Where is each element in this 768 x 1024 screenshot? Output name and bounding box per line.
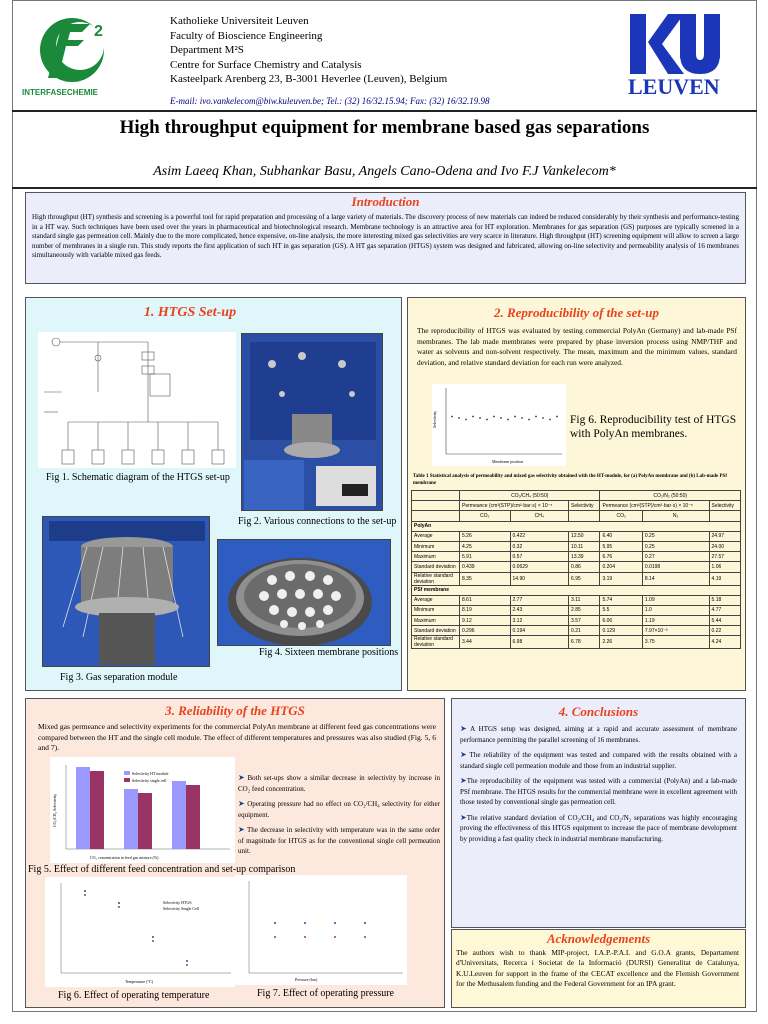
table-cell: 9.12 <box>460 616 511 626</box>
connections-photo <box>241 333 383 511</box>
repro-point <box>542 417 544 419</box>
table-cell: 6.95 <box>569 572 600 585</box>
address-line: Centre for Surface Chemistry and Catalysis <box>170 58 362 71</box>
acknowledgements-section <box>451 929 746 1008</box>
title-divider <box>12 187 757 189</box>
header-divider <box>12 110 757 112</box>
reproducibility-text: The reproducibility of HTGS was evaluated by testing commercial PolyAn (Germany) and lab-made PSf membranes. The lab made membranes were prepared by phase inversion process using NMP/THF and water as solvents and non-solvent respectively. The mean, maximum and the minimum values, standard deviation, and relative standard deviation for each run were analyzed. <box>417 326 737 367</box>
table-cell: 0.296 <box>460 626 511 636</box>
membrane-positions-photo <box>217 539 391 646</box>
temp-point <box>118 902 120 904</box>
table-row <box>412 531 741 541</box>
svg-text:2: 2 <box>94 23 103 40</box>
table-cell: 0.22 <box>709 626 740 636</box>
table-row <box>412 636 741 649</box>
table-cell: 4.19 <box>709 572 740 585</box>
fig6-repro-caption: Fig 6. Reproducibility test of HTGS with PolyAn membranes. <box>570 414 737 440</box>
table-row <box>412 616 741 626</box>
temp-point <box>186 960 188 962</box>
table-cell: 0.32 <box>510 541 569 551</box>
table-cell: 14.90 <box>510 572 569 585</box>
table-cell: 3.19 <box>600 572 642 585</box>
repro-point <box>500 417 502 419</box>
poster-title: High throughput equipment for membrane based gas separations <box>119 117 650 138</box>
table-cell: 0.0198 <box>642 562 709 572</box>
temp-point <box>152 940 154 942</box>
reproducibility-plot <box>432 384 566 466</box>
fig7-xlabel: Pressure (bar) <box>295 977 318 982</box>
temp-point <box>84 894 86 896</box>
leuven-wordmark: LEUVEN <box>628 74 720 99</box>
table-cell: 3.11 <box>569 595 600 605</box>
table-cell: 1.09 <box>642 595 709 605</box>
pressure-point <box>274 936 276 938</box>
table-row <box>412 552 741 562</box>
fig5-caption: Fig 5. Effect of different feed concentration and set-up comparison <box>28 864 296 875</box>
schematic-diagram <box>38 332 236 468</box>
setup-heading: 1. HTGS Set-up <box>143 305 237 320</box>
table-cell: 5.26 <box>460 531 511 541</box>
conclusions-section <box>451 698 746 928</box>
repro-point <box>458 417 460 419</box>
ku-leuven-logo <box>628 12 724 78</box>
arrow-bullet-icon: ➤ <box>460 812 467 822</box>
table-cell: 0.86 <box>569 562 600 572</box>
bar-ht <box>124 789 138 849</box>
legend-d: Selectivity Single Cell <box>163 906 199 911</box>
row-label: Maximum <box>412 552 460 562</box>
table-cell: 8.14 <box>642 572 709 585</box>
table-cell: 2.85 <box>569 605 600 615</box>
pressure-point <box>304 922 306 924</box>
table-cell: 3.44 <box>460 636 511 649</box>
repro-point <box>556 416 558 418</box>
col-co2: CO₂ <box>600 511 642 521</box>
bullet-text: A HTGS setup was designed, aiming at a rapid and accurate assessment of membrane performance permitting the parallel screening of 16 membranes. <box>460 725 738 744</box>
repro-point <box>479 417 481 419</box>
repro-point <box>472 416 474 418</box>
table-row <box>412 626 741 636</box>
pressure-point <box>334 922 336 924</box>
table-cell: 5.44 <box>709 616 740 626</box>
introduction-heading: Introduction <box>351 194 420 209</box>
conclusion-bullet <box>460 724 737 745</box>
col-ch4: CH₄ <box>510 511 569 521</box>
row-label: Relative standard deviation <box>412 636 460 649</box>
conclusion-bullet <box>460 813 737 845</box>
conclusion-bullet <box>460 776 737 808</box>
fig1-caption: Fig 1. Schematic diagram of the HTGS set-up <box>46 472 230 483</box>
table-cell: 7.97×10⁻³ <box>642 626 709 636</box>
pressure-point <box>364 936 366 938</box>
arrow-bullet-icon: ➤ <box>460 776 467 785</box>
repro-point <box>486 419 488 421</box>
table-cell: 2.43 <box>510 605 569 615</box>
contact-line: E-mail: ivo.vankelecom@biw.kuleuven.be; Tel.: (32) 16/32.15.94; Fax: (32) 16/32.19.98 <box>170 96 490 106</box>
pressure-point <box>274 922 276 924</box>
table-cell: 4.24 <box>709 636 740 649</box>
table-cell: 6.76 <box>600 552 642 562</box>
group2-header: CO₂/N₂ (50:50) <box>600 491 741 501</box>
table-cell: 0.25 <box>642 541 709 551</box>
table-cell: 8.19 <box>460 605 511 615</box>
fig5-xlabel: CO₂ concentration in feed gas mixture (%) <box>90 855 159 860</box>
temp-point <box>118 906 120 908</box>
repro-point <box>514 416 516 418</box>
bullet-text: Operating pressure had no effect on CO₂/CH₄ selectivity for either equipment. <box>238 800 440 819</box>
table-cell: 5.95 <box>600 541 642 551</box>
introduction-section <box>25 192 746 284</box>
reliability-bullets <box>238 773 440 862</box>
row-label: Relative standard deviation <box>412 572 460 585</box>
table-row <box>412 562 741 572</box>
table-cell: 1.06 <box>709 562 740 572</box>
bullet-text: The reproducibility of the equipment was tested with a commercial (PolyAn) and a lab-made PSf membrane. The HTGS results for the commercial membrane were in excellent agreement with those tested by conventional single gas permeation cell. <box>460 777 737 806</box>
module-photo <box>42 516 210 667</box>
bullet-text: The decrease in selectivity with temperature was in the same order of magnitude for HTGS as for the conventional single cell permeation unit. <box>238 826 441 855</box>
bar-single <box>90 771 104 849</box>
fig7-caption: Fig 7. Effect of operating pressure <box>257 988 394 999</box>
legend-c: Selectivity HTGS <box>163 900 192 905</box>
table-cell: 0.439 <box>460 562 511 572</box>
repro-point <box>451 416 453 418</box>
table-cell: 1.19 <box>642 616 709 626</box>
table-row <box>412 572 741 585</box>
table-cell: 10.11 <box>569 541 600 551</box>
perm-header: Permeance (cm³(STP)/cm²·bar·s) × 10⁻⁵ <box>460 501 569 511</box>
repro-plot-ylabel: Selectivity <box>432 410 437 428</box>
acknowledgements-text: The authors wish to thank MIP-project, I.A.P.-P.A.I. and G.O.A grants, Departament d'Universitats, Recerca i Societat de la Informació (DURSI) Generalitat de Catalunya, K.U.Leuven for support in the frame of the CECAT excellence and the Flemish Government for the Methusalem funding and the Federal Government for an IPA grant. <box>456 948 739 988</box>
arrow-bullet-icon: ➤ <box>460 724 467 733</box>
legend-b: Selectivity single cell <box>132 778 167 783</box>
fig2-caption: Fig 2. Various connections to the set-up <box>238 516 397 527</box>
arrow-bullet-icon: ➤ <box>238 773 245 782</box>
table-cell: 6.06 <box>600 616 642 626</box>
table-row <box>412 595 741 605</box>
left-logo-text: INTERFASECHEMIE <box>22 88 99 97</box>
table-cell: 6.98 <box>510 636 569 649</box>
reproducibility-heading: 2. Reproducibility of the set-up <box>493 305 660 320</box>
row-label: Standard deviation <box>412 626 460 636</box>
table-cell: 0.204 <box>600 562 642 572</box>
fig7-pressure-plot <box>235 875 407 985</box>
repro-point <box>493 416 495 418</box>
table-row <box>412 541 741 551</box>
pressure-point <box>334 936 336 938</box>
table-cell: 4.25 <box>460 541 511 551</box>
fig6-xlabel: Temperature (°C) <box>125 979 154 984</box>
table-cell: 0.25 <box>642 531 709 541</box>
pressure-point <box>364 922 366 924</box>
address-line: Department M²S <box>170 44 244 56</box>
legend-swatch-b <box>124 778 130 782</box>
table-cell: 3.75 <box>642 636 709 649</box>
row-label: Minimum <box>412 605 460 615</box>
repro-point <box>521 417 523 419</box>
row-label: Minimum <box>412 541 460 551</box>
table-cell: 3.12 <box>510 616 569 626</box>
reliability-bullet <box>238 799 440 820</box>
group1-header: CO₂/CH₄ (50:50) <box>460 491 600 501</box>
address-line: Faculty of Bioscience Engineering <box>170 29 323 42</box>
pressure-point <box>304 936 306 938</box>
temp-point <box>152 936 154 938</box>
repro-point <box>465 419 467 421</box>
table-cell: 8.61 <box>460 595 511 605</box>
row-label: Maximum <box>412 616 460 626</box>
table-cell: 0.57 <box>510 552 569 562</box>
legend-a: Selectivity HT module <box>132 771 169 776</box>
repro-point <box>528 419 530 421</box>
table-cell: 27.57 <box>709 552 740 562</box>
table-cell: 2.26 <box>600 636 642 649</box>
temp-point <box>84 890 86 892</box>
reliability-bullet <box>238 773 440 794</box>
arrow-bullet-icon: ➤ <box>460 750 467 759</box>
repro-point <box>535 416 537 418</box>
reliability-bullet <box>238 825 440 857</box>
repro-point <box>507 419 509 421</box>
bar-ht <box>76 767 90 849</box>
arrow-bullet-icon: ➤ <box>238 825 245 834</box>
fig3-caption: Fig 3. Gas separation module <box>60 672 178 683</box>
sel-header: Selectivity <box>709 501 740 511</box>
table-cell: 12.50 <box>569 531 600 541</box>
table-cell: 0.27 <box>642 552 709 562</box>
conclusions-heading: 4. Conclusions <box>558 704 639 719</box>
bullet-text: Both set-ups show a similar decrease in selectivity by increase in CO₂ feed concentration. <box>238 774 441 793</box>
col-n2: N₂ <box>642 511 709 521</box>
table-cell: 2.77 <box>510 595 569 605</box>
perm-header: Permeance (cm³(STP)/cm²·bar·s) × 10⁻⁵ <box>600 501 709 511</box>
row-label: Average <box>412 531 460 541</box>
repro-point <box>549 419 551 421</box>
fig6-caption: Fig 6. Effect of operating temperature <box>58 990 210 1001</box>
fig5-ylabel: CO₂/CH₄ Selectivity <box>52 793 57 827</box>
temp-point <box>186 964 188 966</box>
reliability-heading: 3. Reliability of the HTGS <box>165 703 305 718</box>
table-cell: 5.18 <box>709 595 740 605</box>
table-cell: 5.91 <box>460 552 511 562</box>
table-row <box>412 605 741 615</box>
fig4-caption: Fig 4. Sixteen membrane positions <box>259 647 399 658</box>
table-cell: 3.57 <box>569 616 600 626</box>
table-cell: 1.0 <box>642 605 709 615</box>
bar-single <box>186 785 200 849</box>
table-cell: 5.5 <box>600 605 642 615</box>
reliability-text: Mixed gas permeance and selectivity experiments for the commercial PolyAn membrane at different feed gas concentrations were compared between the HT and the single cell module. The effect of different temperatures and pressures was also studied (Fig. 5, 6 and 7). <box>38 722 436 753</box>
table-cell: 24.00 <box>709 541 740 551</box>
fig5-bar-chart <box>50 757 235 863</box>
table-cell: 0.422 <box>510 531 569 541</box>
table-cell: 13.39 <box>569 552 600 562</box>
table-caption: Table 1 Statistical analysis of permeability and mixed gas selectivity obtained with the HT-module, for (a) PolyAn membrane and (b) Lab-made PSf membrane <box>413 474 727 486</box>
table-cell: 6.40 <box>600 531 642 541</box>
statistics-table <box>411 490 741 649</box>
table-cell: 6.78 <box>569 636 600 649</box>
row-label: Standard deviation <box>412 562 460 572</box>
arrow-bullet-icon: ➤ <box>238 799 245 808</box>
bullet-text: The reliability of the equipment was tested and compared with the results obtained with a standard single cell permeation module and those from an industrial supplier. <box>460 751 737 770</box>
conclusion-bullet <box>460 750 737 771</box>
address-line: Katholieke Universiteit Leuven <box>170 15 309 27</box>
acknowledgements-heading: Acknowledgements <box>546 931 651 946</box>
sel-header: Selectivity <box>569 501 600 511</box>
table-cell: 0.0629 <box>510 562 569 572</box>
bullet-text: The relative standard deviation of CO₂/CH₄ and CO₂/N₂ separations was highly encouraging proving the effectiveness of this HTGS equipment to increase the pace of membrane development by providing a fast quality check in industrial membrane manufacturing. <box>460 813 737 843</box>
institution-address <box>170 14 447 87</box>
introduction-text: High throughput (HT) synthesis and screening is a powerful tool for rapid preparation and processing of a large variety of materials. The discovery process of new materials can indeed be reduced considerably by their synthesis and performance-testing in a HT way. Such techniques have been used over the years in pharmaceutical and biotechnological research. Membrane technology is an attractive area for HT exploration. Membranes for gas separation (GS) purposes are typically screened in a standard single gas permeation cell. Mainly due to the more complicated, hence expensive, on-line analysis, the more interesting mixed gas selectivities are very scarce in literature. High throughput (HT) screening equipment will allow to screen a large number of membranes in a single run. This study reports the first application of such HT in gas separation (GS). A HT gas separation (HTGS) system was designed and fabricated, allowing on-line selectivity and permeability analysis of 16 membranes simultaneously with variable mixed gas feeds. <box>32 213 739 260</box>
bar-ht <box>172 781 186 849</box>
section-psf: PSf membrane <box>412 585 741 595</box>
table-cell: 8.35 <box>460 572 511 585</box>
table-cell: 4.77 <box>709 605 740 615</box>
legend-swatch-a <box>124 771 130 775</box>
table-cell: 24.97 <box>709 531 740 541</box>
section-polyan: PolyAn <box>412 521 741 531</box>
table-cell: 0.194 <box>510 626 569 636</box>
table-cell: 0.129 <box>600 626 642 636</box>
col-co2: CO₂ <box>460 511 511 521</box>
row-label: Average <box>412 595 460 605</box>
table-cell: 0.21 <box>569 626 600 636</box>
authors: Asim Laeeq Khan, Subhankar Basu, Angels Cano-Odena and Ivo F.J Vankelecom* <box>153 164 616 179</box>
table-cell: 5.74 <box>600 595 642 605</box>
table-corner <box>412 491 460 501</box>
repro-plot-xlabel: Membrane position <box>492 459 524 464</box>
bar-single <box>138 793 152 849</box>
address-line: Kasteelpark Arenberg 23, B-3001 Heverlee (Leuven), Belgium <box>170 73 448 85</box>
fig6-temperature-plot <box>45 877 235 987</box>
